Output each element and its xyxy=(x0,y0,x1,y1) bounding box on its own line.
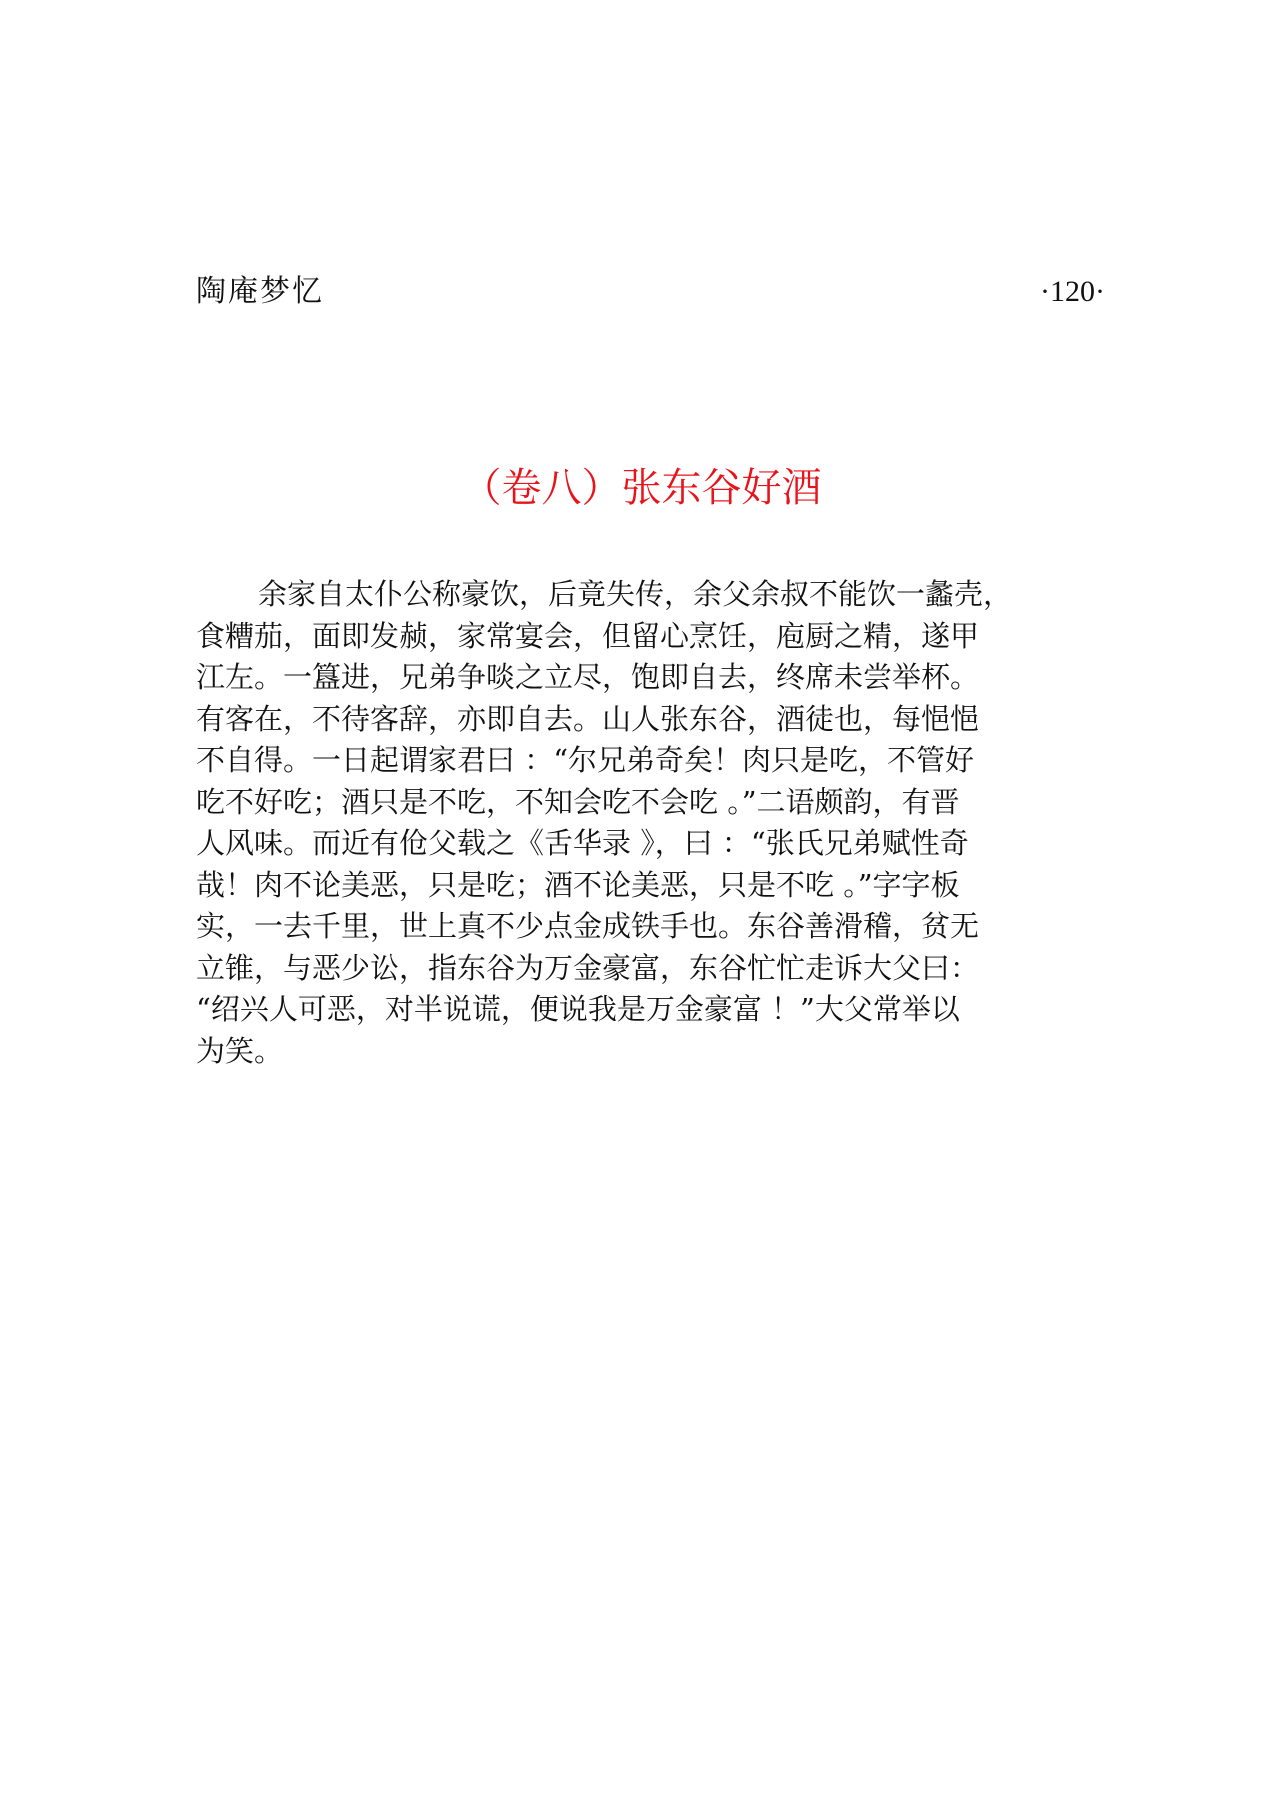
body-paragraph xyxy=(196,574,1106,1072)
body-line: 江左。一簋进，兄弟争啖之立尽，饱即自去，终席未尝举杯。 xyxy=(196,660,980,694)
body-line: 余家自太仆公称豪饮，后竟失传，余父余叔不能饮一蠡壳， xyxy=(258,577,1013,611)
page-number: ·120· xyxy=(1040,275,1105,308)
body-line: 立锥，与恶少讼，指东谷为万金豪富，东谷忙忙走诉大父曰： xyxy=(196,950,980,985)
body-line: 不自得。一日起谓家君曰 ：“尔兄弟奇矣！肉只是吃，不管好 xyxy=(196,743,975,777)
body-line: 有客在，不待客辞，亦即自去。山人张东谷，酒徒也，每悒悒 xyxy=(196,701,980,736)
body-line: 吃不好吃；酒只是不吃，不知会吃不会吃 。”二语颇韵，有晋 xyxy=(196,784,960,819)
chapter-title: （卷八）张东谷好酒 xyxy=(461,465,822,511)
running-head-book-title: 陶庵梦忆 xyxy=(196,274,324,309)
body-line: 实，一去千里，世上真不少点金成铁手也。东谷善滑稽，贫无 xyxy=(196,909,980,943)
body-line: 哉！肉不论美恶，只是吃；酒不论美恶，只是不吃 。”字字板 xyxy=(196,867,960,902)
body-line: 人风味。而近有伧父载之《舌华录 》，曰 ：“张氏兄弟赋性奇 xyxy=(196,826,969,860)
body-line: 食糟茄，面即发赪，家常宴会，但留心烹饪，庖厨之精，遂甲 xyxy=(196,618,980,653)
body-line: “绍兴人可恶，对半说谎，便说我是万金豪富 ！”大父常举以 xyxy=(196,992,960,1026)
body-line: 为笑。 xyxy=(196,1033,284,1068)
